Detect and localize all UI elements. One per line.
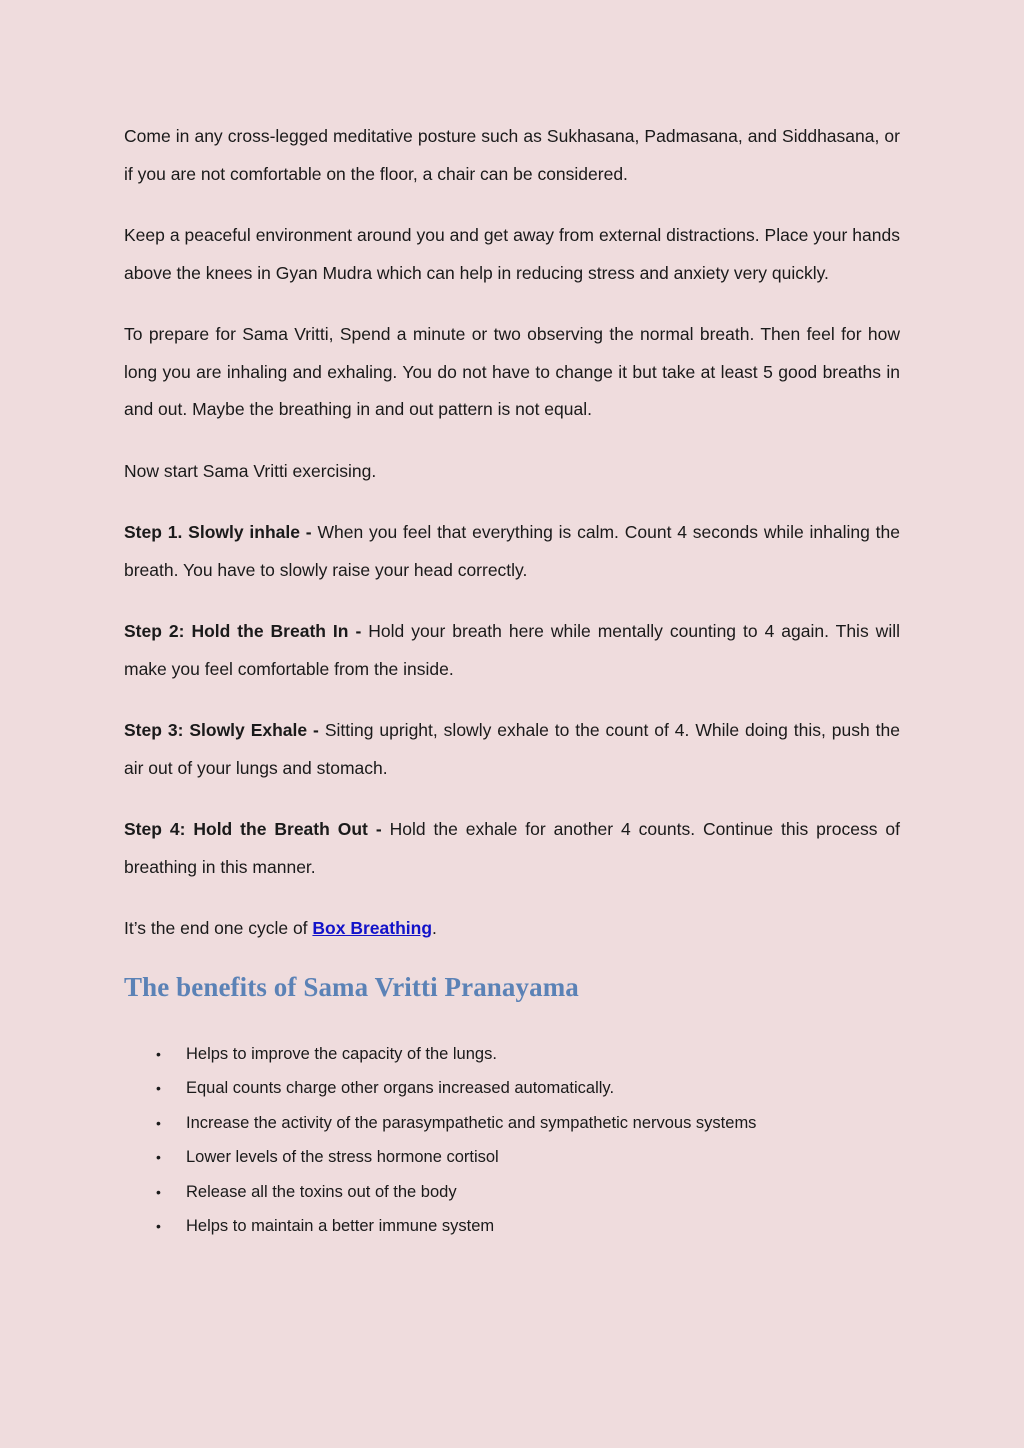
cycle-paragraph	[124, 910, 900, 948]
step-1-text: When you feel that everything is calm. Count 4 seconds while inhaling the breath. You have to slowly raise your head correctly.	[124, 522, 900, 580]
bullet-icon: •	[156, 1183, 161, 1200]
preparation-paragraph: To prepare for Sama Vritti, Spend a minute or two observing the normal breath. Then feel for how long you are inhaling and exhaling. You do not have to change it but take at least 5 good breaths in and out. Maybe the breathing in and out pattern is not equal.	[124, 324, 900, 419]
list-item	[124, 1140, 900, 1175]
step-1-title: Step 1. Slowly inhale -	[124, 522, 312, 542]
posture-paragraph: Come in any cross-legged meditative posture such as Sukhasana, Padmasana, and Siddhasana, or if you are not comfortable on the floor, a chair can be considered.	[124, 126, 900, 184]
environment-paragraph: Keep a peaceful environment around you and get away from external distractions. Place your hands above the knees in Gyan Mudra which can help in reducing stress and anxiety very quickly.	[124, 225, 900, 283]
bullet-icon: •	[156, 1114, 161, 1131]
list-item	[124, 1209, 900, 1244]
step-4-text: Hold the exhale for another 4 counts. Continue this process of breathing in this manner.	[124, 819, 900, 877]
step-2-title: Step 2: Hold the Breath In -	[124, 621, 362, 641]
step-3-text: Sitting upright, slowly exhale to the count of 4. While doing this, push the air out of your lungs and stomach.	[124, 720, 900, 778]
document-page	[124, 118, 900, 1244]
bullet-icon: •	[156, 1218, 161, 1234]
list-item-text: Increase the activity of the parasympathetic and sympathetic nervous systems	[186, 1113, 757, 1132]
list-item	[124, 1071, 900, 1106]
bullet-icon: •	[156, 1080, 161, 1096]
step-3-title: Step 3: Slowly Exhale -	[124, 720, 319, 740]
benefits-heading: The benefits of Sama Vritti Pranayama	[124, 971, 579, 1002]
list-item-text: Equal counts charge other organs increased automatically.	[186, 1079, 615, 1097]
list-item-text: Helps to improve the capacity of the lungs.	[186, 1044, 497, 1063]
step-3-paragraph	[124, 712, 900, 787]
bullet-icon: •	[156, 1149, 161, 1165]
list-item	[124, 1037, 900, 1072]
list-item	[124, 1106, 900, 1141]
list-item-text: Lower levels of the stress hormone cortisol	[186, 1148, 499, 1166]
list-item-text: Helps to maintain a better immune system	[186, 1217, 495, 1235]
start-paragraph: Now start Sama Vritti exercising.	[124, 460, 377, 481]
cycle-prefix: It’s the end one cycle of	[124, 918, 313, 938]
list-item-text: Release all the toxins out of the body	[186, 1182, 457, 1201]
cycle-suffix: .	[432, 918, 437, 938]
step-4-title: Step 4: Hold the Breath Out -	[124, 819, 382, 839]
step-2-paragraph	[124, 613, 900, 688]
step-2-text: Hold your breath here while mentally counting to 4 again. This will make you feel comfortable from the inside.	[124, 621, 900, 679]
step-1-paragraph	[124, 514, 900, 589]
benefits-list	[124, 1037, 900, 1244]
list-item	[124, 1175, 900, 1210]
step-4-paragraph	[124, 811, 900, 886]
box-breathing-link[interactable]: Box Breathing	[312, 918, 433, 938]
bullet-icon: •	[156, 1045, 161, 1062]
